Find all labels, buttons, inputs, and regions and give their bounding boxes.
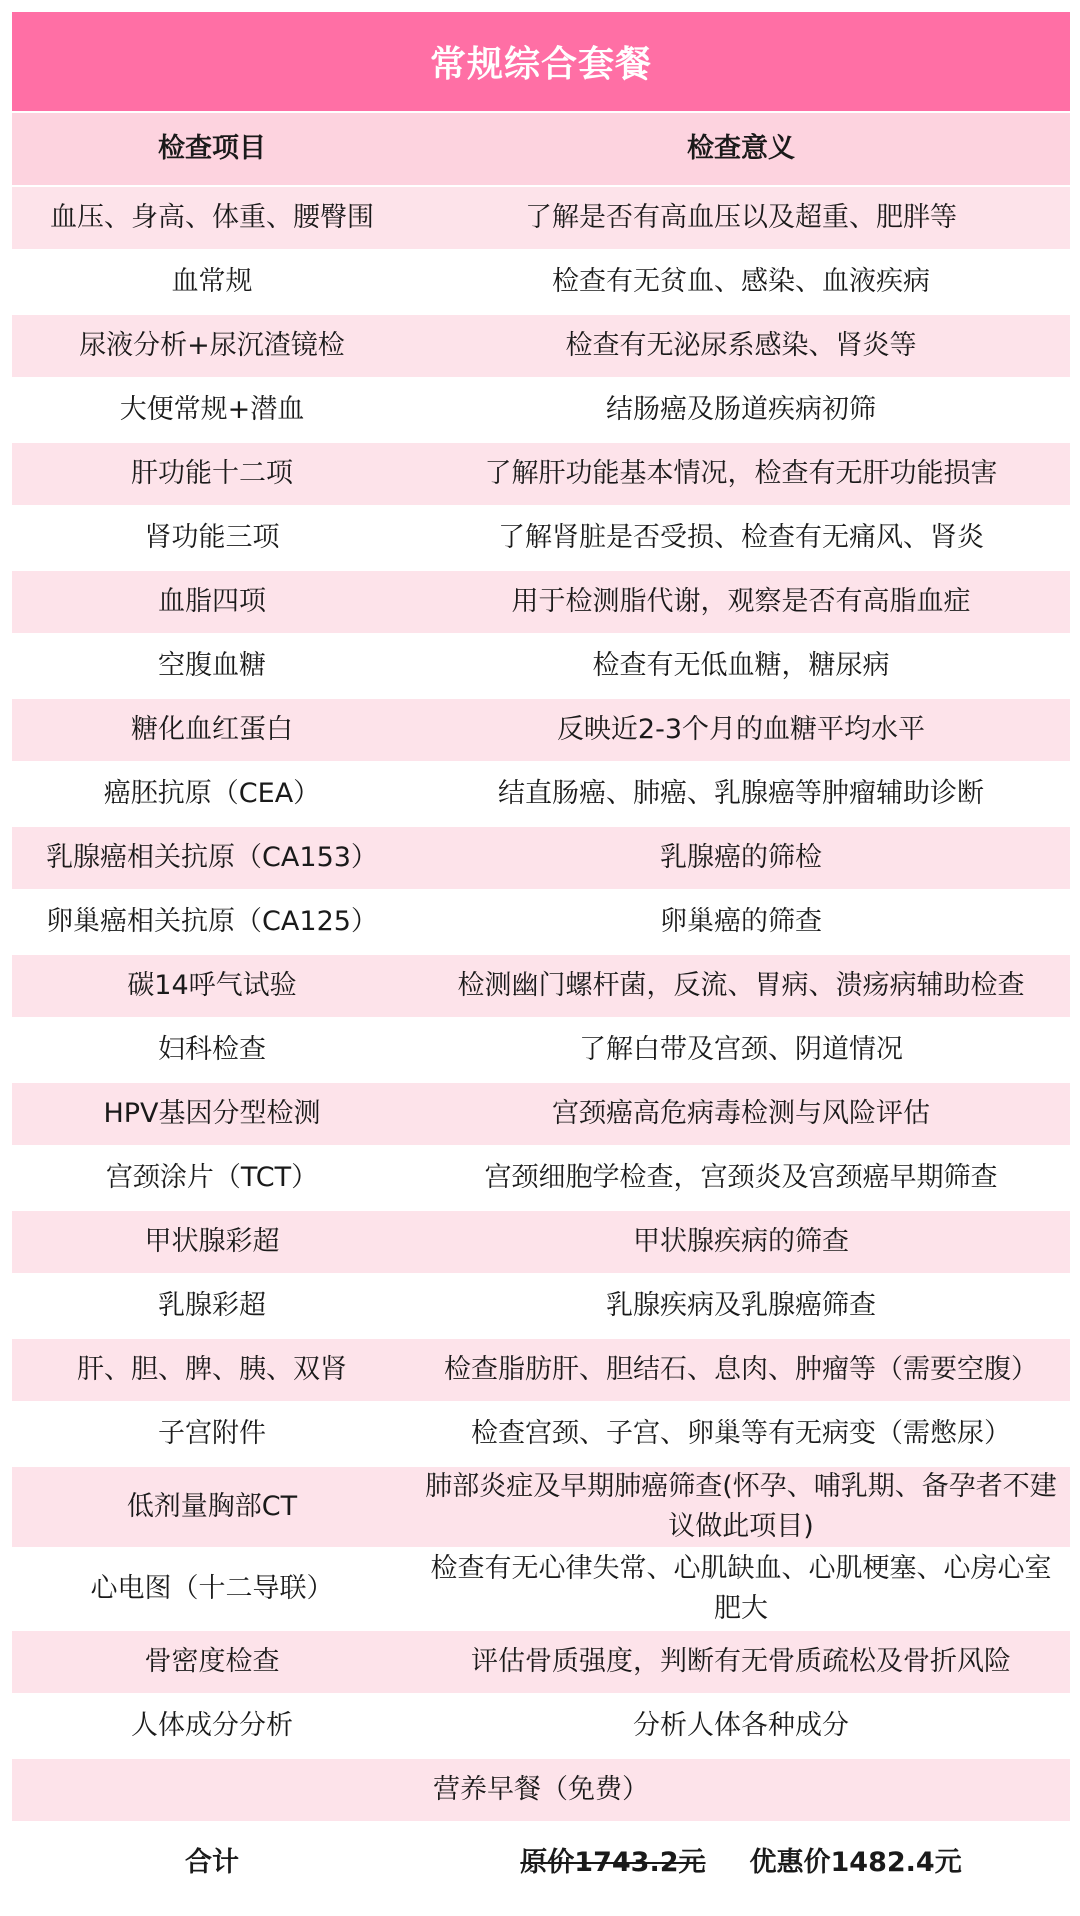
row-item: 人体成分分析 [131, 1709, 293, 1741]
row-item: 癌胚抗原（CEA） [103, 777, 321, 809]
table-row [12, 1211, 1070, 1275]
table-row [12, 251, 1070, 315]
row-item: 低剂量胸部CT [126, 1490, 298, 1522]
row-meaning: 宫颈癌高危病毒检测与风险评估 [552, 1097, 930, 1129]
row-meaning: 用于检测脂代谢，观察是否有高脂血症 [511, 585, 971, 617]
table-row [12, 571, 1070, 635]
table-row [12, 955, 1070, 1019]
row-meaning: 了解肝功能基本情况，检查有无肝功能损害 [484, 457, 998, 489]
table-row [12, 1019, 1070, 1083]
row-meaning: 了解白带及宫颈、阴道情况 [579, 1033, 903, 1065]
row-item: 尿液分析+尿沉渣镜检 [79, 329, 345, 361]
total-prices [412, 1825, 1070, 1901]
row-meaning: 检查有无贫血、感染、血液疾病 [552, 265, 930, 297]
table-header [12, 113, 1070, 187]
table-row [12, 635, 1070, 699]
row-meaning: 结肠癌及肠道疾病初筛 [606, 393, 876, 425]
row-item: 宫颈涂片（TCT） [105, 1161, 319, 1193]
row-item: 大便常规+潜血 [119, 393, 305, 425]
row-item: 乳腺癌相关抗原（CA153） [46, 841, 378, 873]
row-item: 血压、身高、体重、腰臀围 [50, 201, 374, 233]
table-row [12, 507, 1070, 571]
breakfast-label: 营养早餐（免费） [433, 1773, 649, 1805]
table-row [12, 379, 1070, 443]
row-item: 子宫附件 [158, 1417, 266, 1449]
row-meaning: 肺部炎症及早期肺癌筛查(怀孕、哺乳期、备孕者不建议做此项目) [425, 1470, 1057, 1542]
row-item: 碳14呼气试验 [127, 969, 297, 1001]
original-price: 原价1743.2元 [520, 1846, 706, 1878]
row-item: 妇科检查 [158, 1033, 266, 1065]
row-item: 血常规 [171, 265, 253, 297]
row-meaning: 了解是否有高血压以及超重、肥胖等 [525, 201, 957, 233]
table-row [12, 315, 1070, 379]
header-meaning: 检查意义 [687, 132, 795, 164]
table-row [12, 827, 1070, 891]
table-row [12, 1695, 1070, 1759]
row-item: 乳腺彩超 [158, 1289, 266, 1321]
row-meaning: 检查宫颈、子宫、卵巢等有无病变（需憋尿） [471, 1417, 1011, 1449]
row-meaning: 检测幽门螺杆菌，反流、胃病、溃疡病辅助检查 [457, 969, 1025, 1001]
total-row [12, 1823, 1070, 1901]
table-row [12, 1339, 1070, 1403]
row-item: 骨密度检查 [144, 1645, 280, 1677]
row-meaning: 卵巢癌的筛查 [660, 905, 822, 937]
row-meaning: 检查脂肪肝、胆结石、息肉、肿瘤等（需要空腹） [444, 1353, 1038, 1385]
row-item: 肾功能三项 [144, 521, 280, 553]
row-item: HPV基因分型检测 [103, 1097, 321, 1129]
row-item: 卵巢癌相关抗原（CA125） [46, 905, 378, 937]
table-row [12, 1467, 1070, 1549]
row-meaning: 宫颈细胞学检查，宫颈炎及宫颈癌早期筛查 [484, 1161, 998, 1193]
row-meaning: 分析人体各种成分 [633, 1709, 849, 1741]
row-item: 甲状腺彩超 [144, 1225, 280, 1257]
row-meaning: 评估骨质强度，判断有无骨质疏松及骨折风险 [471, 1645, 1011, 1677]
row-meaning: 检查有无泌尿系感染、肾炎等 [565, 329, 917, 361]
row-item: 肝功能十二项 [131, 457, 293, 489]
row-item: 空腹血糖 [158, 649, 266, 681]
row-meaning: 了解肾脏是否受损、检查有无痛风、肾炎 [498, 521, 984, 553]
table-row [12, 443, 1070, 507]
table-row [12, 763, 1070, 827]
total-label: 合计 [185, 1846, 239, 1878]
row-meaning: 乳腺癌的筛检 [660, 841, 822, 873]
header-item: 检查项目 [158, 132, 266, 164]
row-item: 血脂四项 [158, 585, 266, 617]
breakfast-row [12, 1759, 1070, 1823]
table-row [12, 1631, 1070, 1695]
row-item: 心电图（十二导联） [90, 1572, 334, 1604]
table-row [12, 891, 1070, 955]
table-row [12, 699, 1070, 763]
row-meaning: 结直肠癌、肺癌、乳腺癌等肿瘤辅助诊断 [498, 777, 984, 809]
table-row [12, 1403, 1070, 1467]
package-table [12, 12, 1070, 1901]
table-row [12, 1275, 1070, 1339]
row-meaning: 乳腺疾病及乳腺癌筛查 [606, 1289, 876, 1321]
discount-price: 优惠价1482.4元 [749, 1846, 962, 1878]
table-row [12, 1147, 1070, 1211]
table-row [12, 187, 1070, 251]
row-meaning: 检查有无心律失常、心肌缺血、心肌梗塞、心房心室肥大 [430, 1552, 1052, 1624]
row-meaning: 检查有无低血糖，糖尿病 [592, 649, 890, 681]
row-item: 糖化血红蛋白 [131, 713, 293, 745]
package-title: 常规综合套餐 [12, 12, 1070, 113]
table-row [12, 1083, 1070, 1147]
table-row [12, 1549, 1070, 1631]
row-meaning: 甲状腺疾病的筛查 [633, 1225, 849, 1257]
row-meaning: 反映近2-3个月的血糖平均水平 [556, 713, 926, 745]
row-item: 肝、胆、脾、胰、双肾 [77, 1353, 347, 1385]
